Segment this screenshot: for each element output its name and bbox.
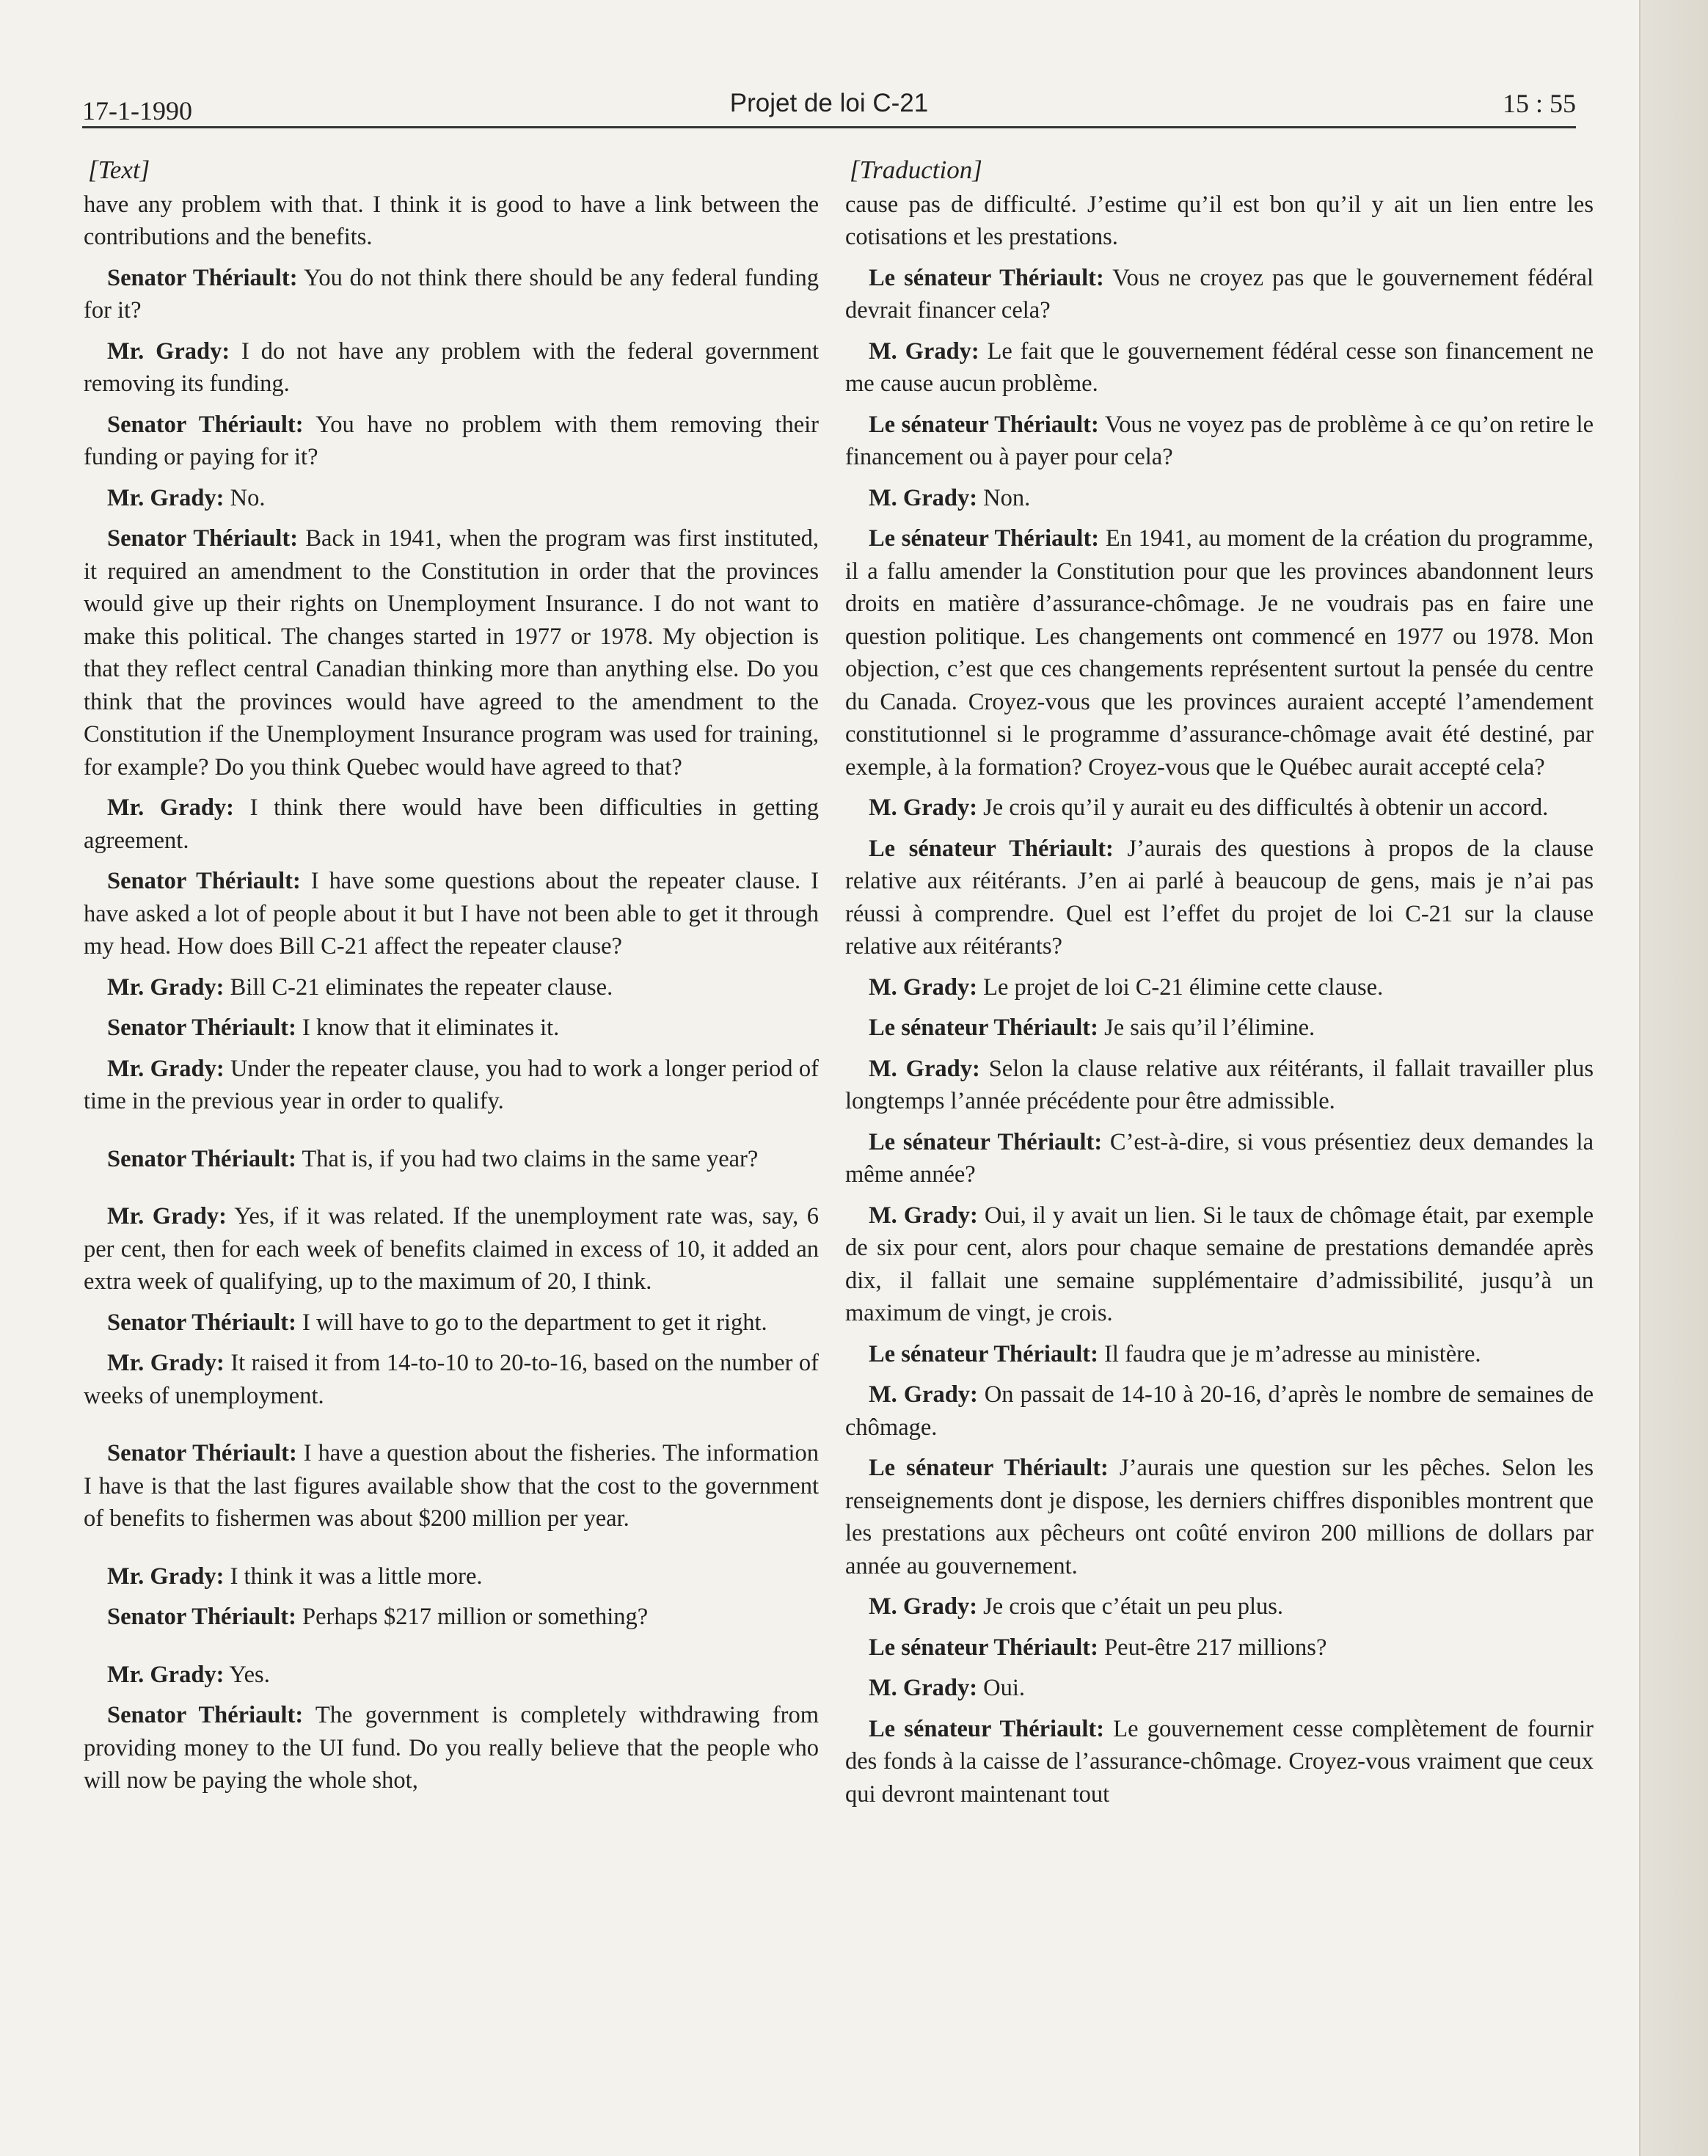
speaker-name: Mr. Grady:	[107, 1563, 225, 1590]
speaker-name: Le sénateur Thériault:	[869, 835, 1114, 862]
speech-text: Je sais qu’il l’élimine.	[1104, 1015, 1315, 1041]
speaker-turn	[845, 1012, 1594, 1045]
speech-text: On passait de 14-10 à 20-16, d’après le nombre de semaines de chômage.	[845, 1381, 1594, 1441]
speaker-name: Senator Thériault:	[107, 1604, 296, 1630]
speaker-turn	[845, 522, 1594, 783]
speaker-name: Mr. Grady:	[107, 794, 234, 821]
speaker-name: M. Grady:	[869, 1381, 978, 1408]
speaker-name: Senator Thériault:	[107, 411, 304, 438]
speech-text: Vous ne croyez pas que le gouvernement fédéral devrait financer cela?	[845, 264, 1594, 324]
header-title: Projet de loi C-21	[729, 89, 929, 117]
speaker-turn	[845, 1631, 1594, 1664]
speech-text: I think it was a little more.	[230, 1563, 483, 1590]
speaker-name: M. Grady:	[869, 1675, 978, 1701]
speaker-name: M. Grady:	[869, 1202, 978, 1229]
speaker-turn	[84, 482, 819, 515]
speaker-turn	[84, 1200, 819, 1298]
speaker-name: Mr. Grady:	[107, 1055, 225, 1082]
speech-text: J’aurais des questions à propos de la clause relative aux réitérants. J’en ai parlé à beaucoup de gens, mais je n’ai pas réussi à comprendre. Quel est l’effet du projet de loi C-21 sur la clause relative aux réitérants?	[845, 835, 1594, 960]
speaker-name: Mr. Grady:	[107, 337, 230, 365]
speaker-turn	[845, 833, 1594, 963]
speech-text: Oui, il y avait un lien. Si le taux de chômage était, par exemple de six pour cent, alors pour chaque semaine de prestations demandée après dix, il fallait une semaine supplémentaire d’admissibilité, jusqu’à un maximum de vingt, je crois.	[845, 1202, 1594, 1326]
speech-text: No.	[230, 484, 266, 511]
speaker-name: Le sénateur Thériault:	[869, 264, 1104, 291]
speaker-turn	[84, 262, 819, 327]
speaker-name: Le sénateur Thériault:	[869, 1634, 1098, 1661]
speaker-turn	[845, 1378, 1594, 1444]
speaker-name: Senator Thériault:	[107, 264, 298, 291]
speech-text: It raised it from 14-to-10 to 20-to-16, based on the number of weeks of unemployment.	[84, 1350, 820, 1409]
speech-text: C’est-à-dire, si vous présentiez deux demandes la même année?	[845, 1128, 1594, 1188]
page-header	[82, 81, 1576, 128]
speech-text: Peut-être 217 millions?	[1104, 1634, 1327, 1661]
speaker-name: Mr. Grady:	[107, 1661, 225, 1688]
speaker-turn	[84, 409, 819, 474]
speaker-name: Mr. Grady:	[107, 1350, 225, 1376]
speech-text: I have a question about the fisheries. The information I have is that the last figures available show that the cost to the government of benefits to fishermen was about $200 million per year.	[84, 1440, 819, 1532]
speaker-name: Senator Thériault:	[107, 1145, 296, 1172]
speaker-turn	[84, 1143, 819, 1176]
speaker-turn	[845, 409, 1594, 474]
speech-text: Bill C-21 eliminates the repeater clause.	[230, 973, 613, 1001]
speech-text: Yes, if it was related. If the unemployment rate was, say, 6 per cent, then for each week of benefits claimed in excess of 10, it added an extra week of qualifying, up to the maximum of 20, I think.	[84, 1203, 819, 1295]
speech-text: Yes.	[229, 1661, 270, 1688]
speech-text: Il faudra que je m’adresse au ministère.	[1104, 1340, 1481, 1367]
speech-text: I think there would have been difficulties in getting agreement.	[84, 794, 819, 854]
speaker-turn	[845, 1126, 1594, 1191]
speaker-turn	[845, 1053, 1594, 1118]
speaker-name: Senator Thériault:	[107, 1309, 296, 1336]
speaker-name: Senator Thériault:	[107, 525, 299, 552]
speaker-name: Le sénateur Thériault:	[869, 411, 1099, 438]
speaker-name: M. Grady:	[869, 1593, 978, 1620]
speech-text: Perhaps $217 million or something?	[302, 1604, 649, 1630]
speaker-turn	[845, 971, 1594, 1004]
header-date: 17-1-1990	[82, 96, 192, 125]
speaker-turn	[84, 971, 819, 1004]
speech-text: Oui.	[983, 1675, 1026, 1701]
continuation-text: have any problem with that. I think it is good to have a link between the contributions and the benefits.	[84, 191, 819, 250]
speaker-turn	[84, 1437, 819, 1535]
speaker-name: Senator Thériault:	[107, 1015, 296, 1041]
speech-text: Le gouvernement cesse complètement de fournir des fonds à la caisse de l’assurance-chômage. Croyez-vous vraiment que ceux qui devront maintenant tout	[845, 1715, 1594, 1808]
speaker-turn	[845, 1452, 1594, 1582]
speech-text: You do not think there should be any federal funding for it?	[84, 264, 820, 324]
speaker-turn	[84, 1699, 819, 1797]
speaker-turn	[845, 262, 1594, 327]
speaker-turn	[84, 792, 819, 857]
speech-text: Non.	[983, 484, 1031, 511]
column-french	[845, 154, 1594, 1819]
speaker-turn	[845, 482, 1594, 515]
speech-text: Selon la clause relative aux réitérants, il fallait travailler plus longtemps l’année précédente pour être admissible.	[845, 1055, 1594, 1114]
speech-text: J’aurais une question sur les pêches. Selon les renseignements dont je dispose, les derniers chiffres disponibles montrent que les prestations aux pêcheurs ont coûté environ 200 millions de dollars par année au gouvernement.	[845, 1455, 1594, 1579]
speaker-turn	[845, 1199, 1594, 1330]
speech-text: Under the repeater clause, you had to work a longer period of time in the previous year in order to qualify.	[84, 1055, 819, 1114]
speaker-name: M. Grady:	[869, 337, 979, 365]
speech-text: I will have to go to the department to get it right.	[302, 1309, 767, 1336]
language-tag: [Traduction]	[850, 156, 982, 184]
speaker-turn	[84, 1560, 819, 1593]
speech-text: Back in 1941, when the program was first instituted, it required an amendment to the Constitution in order that the provinces would give up their rights on Unemployment Insurance. I do not want to make this political. The changes started in 1977 or 1978. My objection is that they reflect central Canadian thinking more than anything else. Do you think that the provinces would have agreed to the amendment to the Constitution if the Unemployment Insurance program was used for training, for example? Do you think Quebec would have agreed to that?	[84, 525, 820, 781]
speaker-name: Le sénateur Thériault:	[869, 1455, 1109, 1481]
continuation-text: cause pas de difficulté. J’estime qu’il est bon qu’il y ait un lien entre les cotisations et les prestations.	[845, 191, 1594, 250]
speech-text: Le fait que le gouvernement fédéral cesse son financement ne me cause aucun problème.	[845, 337, 1594, 397]
page-edge	[1639, 0, 1708, 2156]
speaker-name: Mr. Grady:	[107, 484, 225, 511]
speech-text: You have no problem with them removing their funding or paying for it?	[84, 411, 820, 470]
speaker-turn	[84, 1601, 819, 1634]
speaker-name: Senator Thériault:	[107, 868, 301, 894]
speaker-turn	[845, 1590, 1594, 1623]
speaker-name: Mr. Grady:	[107, 973, 225, 1001]
speech-text: En 1941, au moment de la création du programme, il a fallu amender la Constitution pour que les provinces abandonnent leurs droits en matière d’assurance-chômage. Je ne voudrais pas en faire une question politique. Les changements ont commencé en 1977 ou 1978. Mon objection, c’est que ces changements représentent surtout la pensée du centre du Canada. Croyez-vous que les provinces auraient accepté l’amendement constitutionnel si le programme d’assurance-chômage avait été destiné, par exemple, à la formation? Croyez-vous que le Québec aurait accepté cela?	[845, 525, 1594, 781]
speaker-turn	[84, 522, 819, 783]
speaker-turn	[84, 1659, 819, 1692]
speaker-name: M. Grady:	[869, 973, 978, 1001]
speaker-turn	[845, 335, 1594, 401]
speaker-name: Senator Thériault:	[107, 1440, 297, 1466]
speech-text: Vous ne voyez pas de problème à ce qu’on retire le financement ou à payer pour cela?	[845, 411, 1594, 470]
speaker-turn	[84, 1053, 819, 1118]
speaker-turn	[845, 1338, 1594, 1371]
speech-text: Je crois qu’il y aurait eu des difficultés à obtenir un accord.	[983, 794, 1549, 821]
speaker-turn	[84, 1012, 819, 1045]
speaker-turn	[845, 1672, 1594, 1705]
speaker-name: M. Grady:	[869, 1055, 980, 1082]
speaker-name: Le sénateur Thériault:	[869, 1340, 1098, 1367]
speaker-turn	[845, 792, 1594, 825]
speaker-turn	[84, 1347, 819, 1412]
speaker-name: M. Grady:	[869, 484, 978, 511]
speaker-name: Le sénateur Thériault:	[869, 1128, 1103, 1155]
speaker-turn	[84, 335, 819, 401]
speech-text: I know that it eliminates it.	[302, 1015, 560, 1041]
speech-text: Le projet de loi C-21 élimine cette clause.	[983, 973, 1384, 1001]
speech-text: The government is completely withdrawing from providing money to the UI fund. Do you really believe that the people who will now be paying the whole shot,	[84, 1702, 819, 1794]
speaker-name: Senator Thériault:	[107, 1702, 304, 1728]
speaker-turn	[845, 1713, 1594, 1811]
speaker-name: M. Grady:	[869, 794, 978, 821]
language-tag: [Text]	[88, 156, 150, 184]
speech-text: Je crois que c’était un peu plus.	[983, 1593, 1283, 1620]
speech-text: I have some questions about the repeater clause. I have asked a lot of people about it but I have not been able to get it through my head. How does Bill C-21 affect the repeater clause?	[84, 868, 819, 960]
speaker-name: Le sénateur Thériault:	[869, 1015, 1098, 1041]
speaker-turn	[84, 1307, 819, 1340]
speaker-name: Le sénateur Thériault:	[869, 525, 1100, 552]
speaker-name: Mr. Grady:	[107, 1203, 227, 1229]
speech-text: That is, if you had two claims in the same year?	[302, 1145, 759, 1172]
header-page-ref: 15 : 55	[1502, 89, 1576, 118]
speaker-turn	[84, 865, 819, 963]
speech-text: I do not have any problem with the federal government removing its funding.	[84, 337, 819, 397]
column-english	[84, 154, 819, 1805]
speaker-name: Le sénateur Thériault:	[869, 1715, 1105, 1742]
